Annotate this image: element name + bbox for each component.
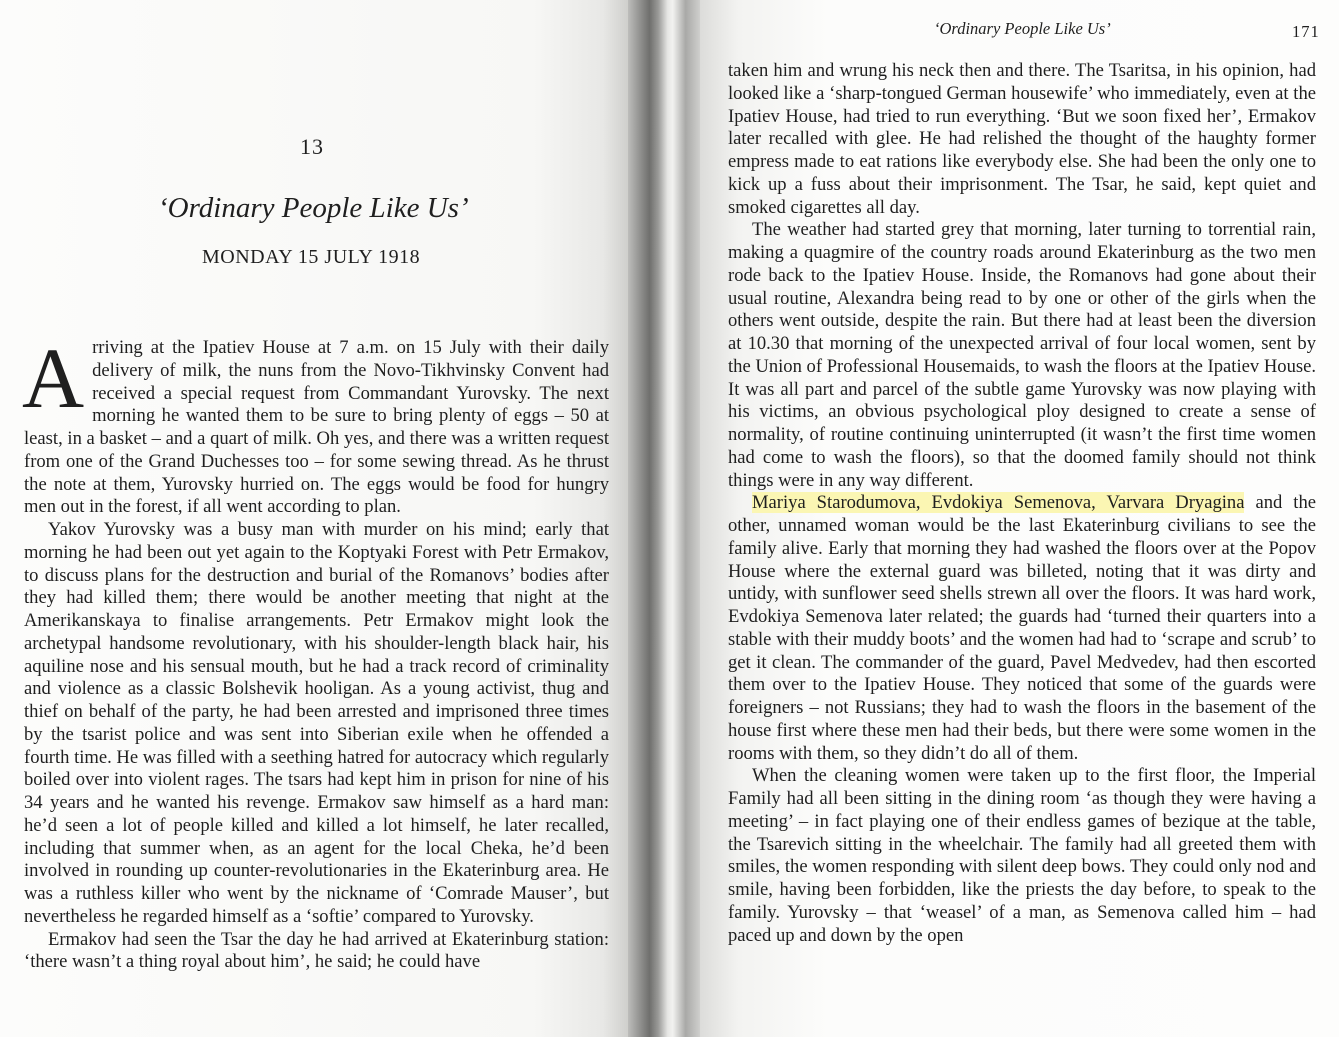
book-gutter bbox=[628, 0, 700, 1037]
paragraph-opening-text: rriving at the Ipatiev House at 7 a.m. on 15 July with their daily delivery of milk, the nuns from the Novo-Tikhvinsky Convent had received a special request from Commandant Yurovsky. The next morning he wanted them to be sure to bring plenty of eggs – 50 at least, in a basket – and a quart of milk. Oh yes, and there was a written request from one of the Grand Duchesses too – for some sewing thread. As he thrust the note at them, Yurovsky hurried on. The eggs would be food for hungry men out in the forest, if all went according to plan. bbox=[24, 337, 609, 518]
paragraph-continuation: taken him and wrung his neck then and there. The Tsaritsa, in his opinion, had looked like a ‘sharp-tongued German housewife’ who immediately, even at the Ipatiev House, had tried to run everything. ‘But we soon fixed her’, Ermakov later recalled with glee. He had relished the thought of the haughty former empress made to eat rations like everybody else. She had been the only one to kick up a fuss about their imprisonment. The Tsar, he said, kept quiet and smoked cigarettes all day. bbox=[728, 60, 1316, 218]
paragraph-yurovsky: Yakov Yurovsky was a busy man with murder on his mind; early that morning he had been out yet again to the Koptyaki Forest with Petr Ermakov, to discuss plans for the destruction and burial of the Romanovs’ bodies after they had killed them; there would be another meeting that night at the Amerikanskaya to finalise arrangements. Petr Ermakov might look the archetypal handsome revolutionary, with his shoulder-length black hair, his aquiline nose and his sensual mouth, but he had a track record of criminality and violence as a classic Bolshevik hooligan. As a young activist, thug and thief on behalf of the party, he had been arrested and imprisoned three times by the tsarist police and was sent into Siberian exile when he offended a fourth time. He was filled with a seething hatred for autocracy which regularly boiled over into violent rages. The tsars had kept him in prison for nine of his 34 years and he wanted his revenge. Ermakov saw himself as a hard man: he’d seen a lot of people killed and killed a lot himself, he later recalled, including that summer when, as an agent for the local Cheka, he’d been involved in rounding up counter-revolutionaries in the Ekaterinburg area. He was a ruthless killer who went by the nickname of ‘Comrade Mauser’, but nevertheless he regarded himself as a ‘softie’ compared to Yurovsky. bbox=[24, 519, 609, 927]
right-page bbox=[700, 0, 1339, 1037]
drop-cap: A bbox=[22, 330, 85, 426]
paragraph-first-floor: When the cleaning women were taken up to the first floor, the Imperial Family had all been sitting in the dining room ‘as though they were having a meeting’ – in fact playing one of their endless games of bezique at the table, the Tsarevich sitting in the wheelchair. The family had all greeted them with smiles, the women responding with silent deep bows. They could only nod and smile, having been forbidden, like the priests the day before, to speak to the family. Yurovsky – that ‘weasel’ of a man, as Semenova called him – had paced up and down by the open bbox=[728, 765, 1316, 946]
highlighted-names: Mariya Starodumova, Evdokiya Semenova, Varvara Dryagina bbox=[752, 492, 1245, 514]
right-page-body bbox=[728, 60, 1316, 947]
chapter-title: ‘Ordinary People Like Us’ bbox=[158, 192, 469, 224]
paragraph-cleaning-women bbox=[728, 492, 1316, 765]
left-page bbox=[0, 0, 628, 1037]
paragraph-weather: The weather had started grey that morning, later turning to torrential rain, making a quagmire of the country roads around Ekaterinburg as the two men rode back to the Ipatiev House. Inside, the Romanovs had gone about their usual routine, Alexandra being read to by one or other of the girls when the others went outside, despite the rain. But there had at least been the diversion at 10.30 that morning of the unexpected arrival of four local women, sent by the Union of Professional Housemaids, to wash the floors at the Ipatiev House. It was all part and parcel of the subtle game Yurovsky was now playing with his victims, an obvious psychological ploy designed to create a sense of normality, of routine continuing uninterrupted (it wasn’t the first time women had come to wash the floors), so that the doomed family should not think things were in any way different. bbox=[728, 219, 1316, 491]
chapter-number: 13 bbox=[300, 134, 324, 159]
left-page-body bbox=[22, 330, 609, 974]
paragraph-opening bbox=[22, 330, 609, 519]
chapter-date: MONDAY 15 JULY 1918 bbox=[202, 246, 421, 268]
page-number: 171 bbox=[1292, 22, 1320, 41]
paragraph-cleaning-women-text: and the other, unnamed woman would be the last Ekaterinburg civilians to see the family alive. Early that morning they had washed the floors over at the Popov House where the external guard was billeted, noting that it was dirty and untidy, with sunflower seed shells strewn all over the floors. It was hard work, Evdokiya Semenova later related; the guards had ‘turned their quarters into a stable with their muddy boots’ and the women had had to ‘scrape and scrub’ to get it clean. The commander of the guard, Pavel Medvedev, had then escorted them over to the Ipatiev House. They noticed that some of the guards were foreigners – not Russians; they had to wash the floors in the basement of the house first where these men had their beds, but there were some women in the rooms with them, so they didn’t do all of them. bbox=[728, 492, 1317, 764]
running-head: ‘Ordinary People Like Us’ bbox=[934, 19, 1111, 38]
paragraph-ermakov: Ermakov had seen the Tsar the day he had arrived at Ekaterinburg station: ‘there wasn’t a thing royal about him’, he said; he could have bbox=[24, 928, 609, 973]
